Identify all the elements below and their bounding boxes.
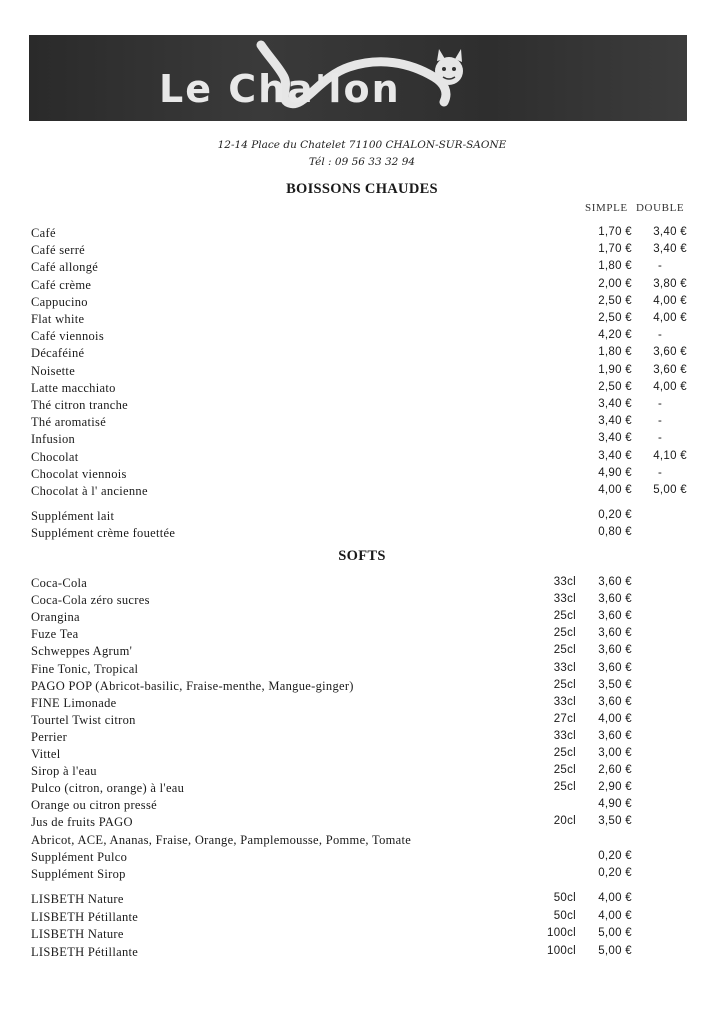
price: 2,60 € [598,764,632,776]
price: 3,60 € [598,696,632,708]
address-line: 12-14 Place du Chatelet 71100 CHALON-SUR-SAONE [217,139,507,151]
item-name: Noisette [31,364,76,378]
price-simple: 2,50 € [598,312,632,324]
item-name: Tourtel Twist citron [31,713,136,727]
menu-row [0,764,724,781]
volume: 27cl [553,713,576,725]
menu-row [0,815,724,832]
logo-banner [29,35,687,121]
price-double: 4,10 € [653,450,687,462]
price-double: 3,40 € [653,243,687,255]
item-name: Vittel [31,747,61,761]
logo-text: Le Cha'lon [159,67,401,111]
price: 0,20 € [598,850,632,862]
price-simple: 4,00 € [598,484,632,496]
price: 3,50 € [598,815,632,827]
menu-row [0,696,724,713]
price: 4,90 € [598,798,632,810]
menu-row [0,713,724,730]
menu-row [0,892,724,909]
volume: 100cl [547,945,576,957]
menu-row [0,576,724,593]
phone-line: Tél : 09 56 33 32 94 [308,156,416,168]
price: 3,50 € [598,679,632,691]
price: 3,60 € [598,730,632,742]
item-name: Thé aromatisé [31,415,107,429]
item-name: Infusion [31,432,76,446]
menu-row [0,644,724,661]
item-name: Perrier [31,730,68,744]
price-double: 3,60 € [653,364,687,376]
item-name: Latte macchiato [31,381,116,395]
menu-row [0,312,724,329]
price-double: - [658,432,663,444]
menu-row [0,730,724,747]
menu-row [0,781,724,798]
menu-row [0,226,724,243]
menu-row [0,329,724,346]
volume: 33cl [553,696,576,708]
item-name: PAGO POP (Abricot-basilic, Fraise-menthe, Mangue-ginger) [31,679,354,693]
price-double: 4,00 € [653,295,687,307]
item-name: Décaféiné [31,346,85,360]
price-simple: 1,90 € [598,364,632,376]
price: 3,60 € [598,644,632,656]
menu-row [0,484,724,501]
price-simple: 2,00 € [598,278,632,290]
menu-row [0,278,724,295]
volume: 25cl [553,644,576,656]
volume: 25cl [553,764,576,776]
item-name: Cappucino [31,295,88,309]
price: 3,60 € [598,627,632,639]
item-name: Café allongé [31,260,99,274]
menu-row [0,432,724,449]
volume: 25cl [553,679,576,691]
price-simple: 1,80 € [598,346,632,358]
price-simple: 1,70 € [598,243,632,255]
price-simple: 3,40 € [598,398,632,410]
menu-row [0,662,724,679]
price-simple: 2,50 € [598,381,632,393]
volume: 50cl [553,910,576,922]
item-name: Café viennois [31,329,104,343]
menu-row [0,833,724,850]
menu-row [0,346,724,363]
volume: 25cl [553,627,576,639]
item-name: Thé citron tranche [31,398,129,412]
price: 2,90 € [598,781,632,793]
item-name: Café crème [31,278,92,292]
item-name: Supplément crème fouettée [31,526,176,540]
volume: 25cl [553,610,576,622]
price: 5,00 € [598,927,632,939]
menu-row [0,450,724,467]
price: 4,00 € [598,713,632,725]
volume: 33cl [553,576,576,588]
price-simple: 4,90 € [598,467,632,479]
menu-row [0,381,724,398]
menu-row [0,415,724,432]
menu-row [0,679,724,696]
price-simple: 0,20 € [598,509,632,521]
menu-row [0,610,724,627]
item-name: Chocolat à l' ancienne [31,484,148,498]
menu-row [0,364,724,381]
softs-title: SOFTS [338,548,386,564]
menu-row [0,798,724,815]
menu-row [0,747,724,764]
item-name: LISBETH Pétillante [31,910,139,924]
item-name: Jus de fruits PAGO [31,815,133,829]
item-name: Fine Tonic, Tropical [31,662,139,676]
menu-row [0,467,724,484]
menu-row [0,867,724,884]
price: 3,60 € [598,576,632,588]
menu-row [0,295,724,312]
item-name: Chocolat viennois [31,467,127,481]
price-double: 3,60 € [653,346,687,358]
item-name: Supplément Pulco [31,850,128,864]
col-double-header: DOUBLE [636,202,685,214]
menu-row [0,627,724,644]
item-name: Fuze Tea [31,627,79,641]
price-simple: 2,50 € [598,295,632,307]
item-name: Pulco (citron, orange) à l'eau [31,781,185,795]
menu-row [0,927,724,944]
price-simple: 4,20 € [598,329,632,341]
volume: 25cl [553,747,576,759]
menu-row [0,260,724,277]
price-simple: 1,70 € [598,226,632,238]
item-name: Orangina [31,610,80,624]
price-double: - [658,415,663,427]
menu-row [0,243,724,260]
item-name: LISBETH Nature [31,927,124,941]
item-name: Café serré [31,243,86,257]
price-double: - [658,467,663,479]
item-name: LISBETH Pétillante [31,945,139,959]
volume: 33cl [553,662,576,674]
volume: 33cl [553,593,576,605]
menu-row [0,398,724,415]
item-name: Café [31,226,56,240]
volume: 20cl [553,815,576,827]
volume: 25cl [553,781,576,793]
menu-row [0,526,724,543]
item-name: Schweppes Agrum' [31,644,133,658]
volume: 100cl [547,927,576,939]
item-name: FINE Limonade [31,696,117,710]
item-name: Coca-Cola zéro sucres [31,593,150,607]
item-name: Orange ou citron pressé [31,798,157,812]
price: 3,60 € [598,662,632,674]
menu-row [0,509,724,526]
item-name: Abricot, ACE, Ananas, Fraise, Orange, Pamplemousse, Pomme, Tomate [31,833,412,847]
price: 0,20 € [598,867,632,879]
menu-row [0,910,724,927]
price-simple: 3,40 € [598,450,632,462]
item-name: Flat white [31,312,85,326]
hot-drinks-title: BOISSONS CHAUDES [286,181,438,197]
price: 4,00 € [598,892,632,904]
price-double: 3,80 € [653,278,687,290]
price: 3,60 € [598,610,632,622]
col-simple-header: SIMPLE [585,202,628,214]
price-simple: 3,40 € [598,415,632,427]
item-name: LISBETH Nature [31,892,124,906]
price-simple: 1,80 € [598,260,632,272]
item-name: Chocolat [31,450,79,464]
price-double: - [658,398,663,410]
price-double: 4,00 € [653,381,687,393]
price-double: 3,40 € [653,226,687,238]
item-name: Supplément lait [31,509,115,523]
price-simple: 3,40 € [598,432,632,444]
price: 5,00 € [598,945,632,957]
price-double: - [658,260,663,272]
item-name: Sirop à l'eau [31,764,97,778]
volume: 50cl [553,892,576,904]
menu-row [0,593,724,610]
item-name: Coca-Cola [31,576,88,590]
menu-row [0,850,724,867]
price: 3,00 € [598,747,632,759]
price-double: 4,00 € [653,312,687,324]
price-simple: 0,80 € [598,526,632,538]
item-name: Supplément Sirop [31,867,126,881]
price: 4,00 € [598,910,632,922]
menu-row [0,945,724,962]
price: 3,60 € [598,593,632,605]
price-double: 5,00 € [653,484,687,496]
volume: 33cl [553,730,576,742]
price-double: - [658,329,663,341]
